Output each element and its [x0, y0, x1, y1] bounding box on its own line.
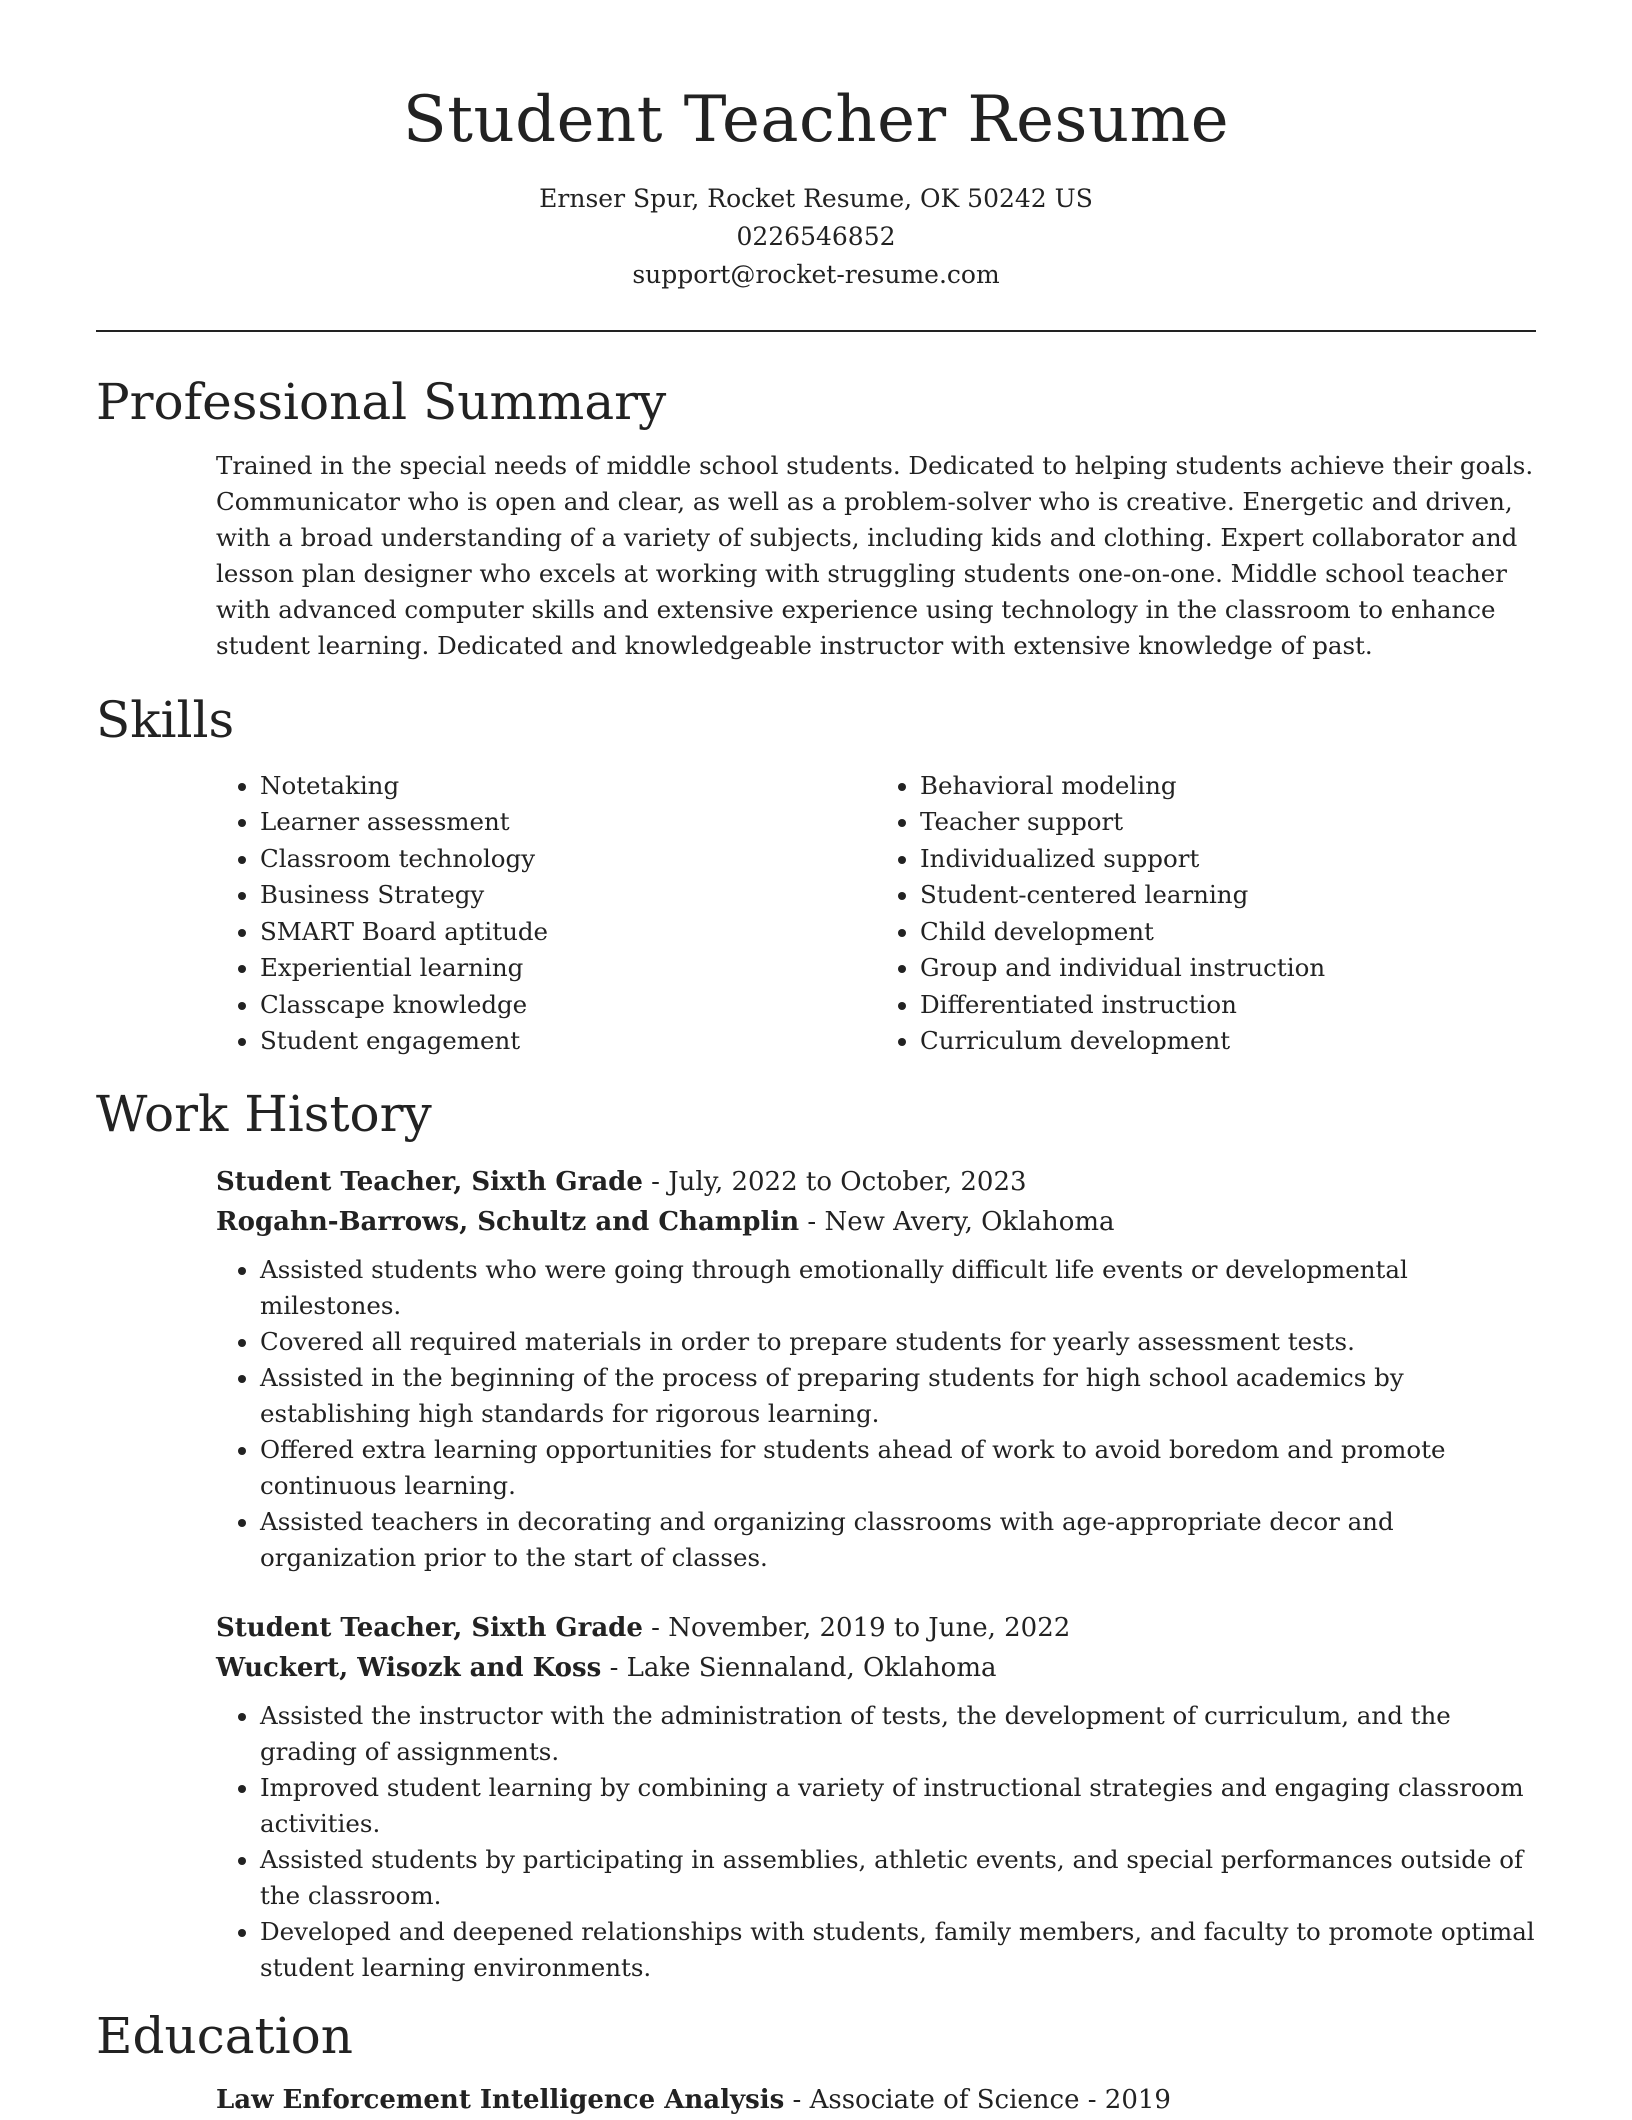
job-bullet: • Assisted students who were going through emotionally difficult life events or developmental milestones.	[260, 1252, 1536, 1324]
education-entry	[216, 2080, 1536, 2120]
skill-item: • SMART Board aptitude	[260, 914, 876, 951]
resume-header	[96, 0, 1536, 294]
summary-text: Trained in the special needs of middle school students. Dedicated to helping students achieve their goals. Communicator who is open and clear, as well as a problem-solver who is creative. Energetic and driven, with a broad understanding of a variety of subjects, including kids and clothing. Expert collaborator and lesson plan designer who excels at working with struggling students one-on-one. Middle school teacher with advanced computer skills and extensive experience using technology in the classroom to enhance student learning. Dedicated and knowledgeable instructor with extensive knowledge of past.	[216, 450, 1534, 660]
job-dates: - November, 2019 to June, 2022	[642, 1612, 1071, 1643]
job-bullet: • Assisted the instructor with the administration of tests, the development of curriculum, and the grading of assignments.	[260, 1698, 1536, 1770]
job-entry	[216, 1608, 1536, 1986]
education-section	[216, 2080, 1536, 2120]
skill-item: • Child development	[920, 914, 1536, 951]
job-bullets	[216, 1698, 1536, 1986]
job-company-line	[216, 1202, 1536, 1242]
job-bullet: • Improved student learning by combining a variety of instructional strategies and engaging classroom activities.	[260, 1770, 1536, 1842]
skill-item: • Curriculum development	[920, 1023, 1536, 1060]
job-title-line	[216, 1608, 1536, 1648]
job-bullets	[216, 1252, 1536, 1576]
job-role: Student Teacher, Sixth Grade	[216, 1612, 643, 1643]
contact-block	[96, 180, 1536, 294]
work-history-section	[216, 1162, 1536, 1986]
contact-email: support@rocket-resume.com	[632, 259, 1000, 289]
job-company: Wuckert, Wisozk and Koss	[216, 1652, 602, 1683]
job-bullet: • Assisted students by participating in assemblies, athletic events, and special performances outside of the classroom.	[260, 1842, 1536, 1914]
skill-item: • Student-centered learning	[920, 877, 1536, 914]
job-bullet: • Assisted teachers in decorating and organizing classrooms with age-appropriate decor and organization prior to the start of classes.	[260, 1504, 1536, 1576]
job-title-line	[216, 1162, 1536, 1202]
job-location: - New Avery, Oklahoma	[799, 1206, 1115, 1237]
skills-list-right	[876, 768, 1536, 1060]
skill-item: • Student engagement	[260, 1023, 876, 1060]
job-role: Student Teacher, Sixth Grade	[216, 1166, 643, 1197]
skill-item: • Group and individual instruction	[920, 950, 1536, 987]
skill-item: • Differentiated instruction	[920, 987, 1536, 1024]
job-bullet: • Assisted in the beginning of the process of preparing students for high school academics by establishing high standards for rigorous learning.	[260, 1360, 1536, 1432]
job-company: Rogahn-Barrows, Schultz and Champlin	[216, 1206, 800, 1237]
contact-address: Ernser Spur, Rocket Resume, OK 50242 US	[539, 183, 1093, 213]
job-dates: - July, 2022 to October, 2023	[642, 1166, 1027, 1197]
job-bullet: • Developed and deepened relationships with students, family members, and faculty to promote optimal student learning environments.	[260, 1914, 1536, 1986]
resume-title: Student Teacher Resume	[402, 83, 1230, 157]
education-heading: Education	[96, 2006, 353, 2065]
skill-item: • Experiential learning	[260, 950, 876, 987]
work-history-heading: Work History	[96, 1084, 432, 1143]
skill-item: • Classcape knowledge	[260, 987, 876, 1024]
skill-item: • Notetaking	[260, 768, 876, 805]
skill-item: • Individualized support	[920, 841, 1536, 878]
skills-list-left	[216, 768, 876, 1060]
header-divider	[96, 330, 1536, 332]
summary-heading: Professional Summary	[96, 372, 667, 431]
education-program: Law Enforcement Intelligence Analysis	[216, 2084, 785, 2115]
job-company-line	[216, 1648, 1536, 1688]
job-bullet: • Offered extra learning opportunities for students ahead of work to avoid boredom and promote continuous learning.	[260, 1432, 1536, 1504]
education-details: - Associate of Science - 2019	[784, 2084, 1171, 2115]
skill-item: • Teacher support	[920, 804, 1536, 841]
job-location: - Lake Siennaland, Oklahoma	[601, 1652, 997, 1683]
job-bullet: • Covered all required materials in order to prepare students for yearly assessment tests.	[260, 1324, 1536, 1360]
job-entry	[216, 1162, 1536, 1576]
skills-heading: Skills	[96, 690, 235, 749]
summary-section	[216, 448, 1536, 664]
skill-item: • Behavioral modeling	[920, 768, 1536, 805]
skill-item: • Business Strategy	[260, 877, 876, 914]
contact-phone: 0226546852	[736, 221, 896, 251]
skills-grid	[216, 768, 1536, 1060]
skill-item: • Learner assessment	[260, 804, 876, 841]
skill-item: • Classroom technology	[260, 841, 876, 878]
